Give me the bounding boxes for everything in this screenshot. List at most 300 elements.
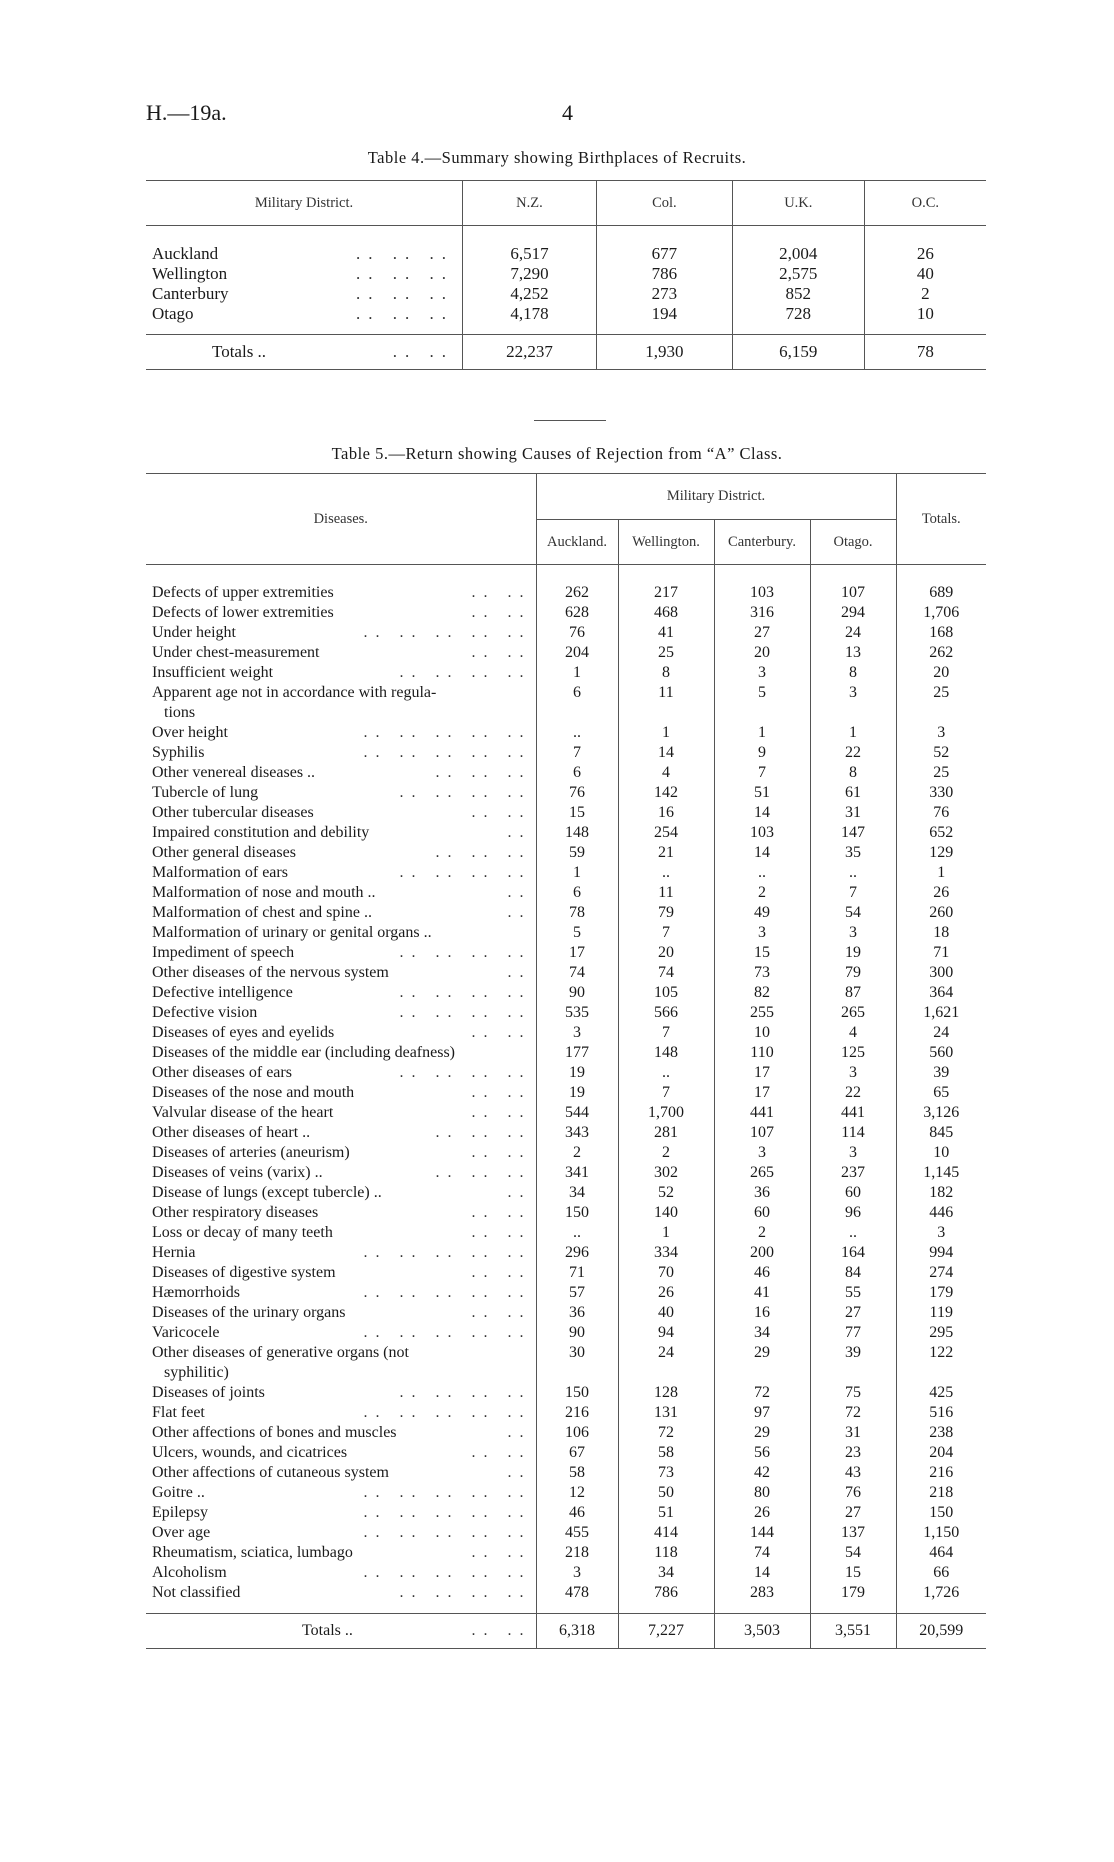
- table-cell: 26: [933, 884, 950, 901]
- table-cell: 786: [618, 1583, 714, 1603]
- table-cell: 728: [732, 304, 864, 324]
- table-cell: 41: [618, 623, 714, 643]
- table-row: [146, 1503, 986, 1523]
- table-cell: 10: [933, 1144, 950, 1161]
- leader-dots: .. .. .. .. ..: [363, 724, 532, 741]
- table-cell: 24: [618, 1343, 714, 1383]
- table-cell: 9: [714, 743, 810, 763]
- table-cell: 15: [714, 943, 810, 963]
- table-cell: 15: [810, 1563, 896, 1583]
- row-label: [146, 803, 536, 823]
- table-cell: 177: [536, 1043, 618, 1063]
- table-cell: 478: [536, 1583, 618, 1603]
- leader-dots: .. .. .. .. ..: [363, 1524, 532, 1541]
- disease-name: Other diseases of heart ..: [152, 1124, 311, 1141]
- table-cell: 76: [933, 804, 950, 821]
- table-cell: 137: [810, 1523, 896, 1543]
- disease-name: Impediment of speech: [152, 944, 295, 961]
- table-row: [146, 1283, 986, 1303]
- table-cell: 786: [596, 264, 732, 284]
- row-label: Wellington .. .. ..: [146, 264, 463, 284]
- leader-dots: .. ..: [471, 1024, 532, 1041]
- table-cell: 25: [933, 764, 950, 781]
- row-label: [146, 903, 536, 923]
- table-cell: 40: [916, 264, 934, 283]
- table-row: [146, 1083, 986, 1103]
- totals-cell: 3,551: [810, 1614, 896, 1649]
- table-cell: 24: [810, 623, 896, 643]
- table-cell: 7: [618, 923, 714, 943]
- table-cell: 107: [714, 1123, 810, 1143]
- table-cell: 60: [810, 1183, 896, 1203]
- disease-name: Over height: [152, 724, 228, 741]
- table-cell: 535: [536, 1003, 618, 1023]
- table-row: [146, 1103, 986, 1123]
- disease-name: Under height: [152, 624, 236, 641]
- row-label: [146, 1403, 536, 1423]
- table-cell: 27: [810, 1303, 896, 1323]
- table-cell: 73: [714, 963, 810, 983]
- disease-name: Hæmorrhoids: [152, 1284, 240, 1301]
- row-label: Auckland .. .. ..: [146, 244, 463, 264]
- table-cell: 8: [810, 663, 896, 683]
- table-row: [146, 1343, 986, 1383]
- section-divider: [534, 420, 606, 421]
- district-name: Canterbury: [152, 284, 229, 303]
- row-label: [146, 943, 536, 963]
- table-cell: 84: [810, 1263, 896, 1283]
- table-cell: 31: [810, 803, 896, 823]
- district-name: Wellington: [152, 264, 228, 283]
- disease-name: Other diseases of the nervous system: [152, 964, 389, 981]
- table-cell: 8: [618, 663, 714, 683]
- table-cell: 441: [810, 1103, 896, 1123]
- leader-dots: .. .. .. ..: [399, 864, 532, 881]
- disease-name: Over age: [152, 1524, 211, 1541]
- table-cell: 464: [929, 1544, 954, 1561]
- totals-cell: 6,318: [536, 1614, 618, 1649]
- table-cell: 179: [810, 1583, 896, 1603]
- table-cell: 73: [618, 1463, 714, 1483]
- table-row: [146, 1543, 986, 1563]
- leader-dots: .. ..: [471, 1622, 532, 1639]
- table-cell: 66: [933, 1564, 950, 1581]
- table-row: [146, 843, 986, 863]
- table-row: [146, 1323, 986, 1343]
- table-cell: 5: [714, 683, 810, 723]
- table-cell: 8: [810, 763, 896, 783]
- table-cell: 42: [714, 1463, 810, 1483]
- table-cell: 96: [810, 1203, 896, 1223]
- row-label: Otago .. .. ..: [146, 304, 463, 324]
- table-cell: 334: [618, 1243, 714, 1263]
- row-label: [146, 1343, 536, 1383]
- table-cell: 3: [810, 923, 896, 943]
- table-cell: 283: [714, 1583, 810, 1603]
- table-cell: 3: [536, 1563, 618, 1583]
- table-row: [146, 1123, 986, 1143]
- table-cell: 14: [714, 843, 810, 863]
- row-label: [146, 1543, 536, 1563]
- disease-name: Ulcers, wounds, and cicatrices: [152, 1444, 348, 1461]
- row-label: [146, 1523, 536, 1543]
- table-row: [146, 723, 986, 743]
- table-cell: 94: [618, 1323, 714, 1343]
- table-cell: 2,575: [732, 264, 864, 284]
- leader-dots: .. .. .. .. ..: [363, 1504, 532, 1521]
- leader-dots: .. .. ..: [435, 764, 532, 781]
- disease-name: Insufficient weight: [152, 664, 274, 681]
- row-label: [146, 1023, 536, 1043]
- table-cell: 65: [933, 1084, 950, 1101]
- table-cell: 1,700: [618, 1103, 714, 1123]
- table-cell: 1: [536, 663, 618, 683]
- table-cell: 11: [618, 683, 714, 723]
- table-cell: 1,706: [923, 604, 960, 621]
- table-cell: 7: [618, 1083, 714, 1103]
- table-row: [146, 284, 986, 304]
- table-cell: 255: [714, 1003, 810, 1023]
- disease-name: Diseases of arteries (aneurism): [152, 1144, 350, 1161]
- disease-name: Under chest-measurement: [152, 644, 320, 661]
- leader-dots: ..: [507, 1464, 532, 1481]
- totals-cell: 22,237: [463, 335, 597, 370]
- row-label: [146, 1063, 536, 1083]
- disease-name: Defective intelligence: [152, 984, 293, 1001]
- table5-body: [146, 565, 986, 1649]
- table-cell: 216: [536, 1403, 618, 1423]
- row-label: [146, 983, 536, 1003]
- table-cell: 3: [937, 724, 946, 741]
- table-row: [146, 603, 986, 623]
- table-row: [146, 1263, 986, 1283]
- disease-name: Malformation of urinary or genital organs ..: [152, 924, 432, 941]
- table-cell: 3: [536, 1023, 618, 1043]
- row-label: [146, 643, 536, 663]
- table-row: [146, 983, 986, 1003]
- leader-dots: .. .. .. .. ..: [363, 1244, 532, 1261]
- disease-name: Diseases of digestive system: [152, 1264, 336, 1281]
- table-cell: 441: [714, 1103, 810, 1123]
- leader-dots: .. .. .. ..: [399, 1064, 532, 1081]
- table-row: [146, 1563, 986, 1583]
- table-cell: 194: [596, 304, 732, 324]
- table-cell: 7,290: [463, 264, 597, 284]
- table-cell: 129: [929, 844, 954, 861]
- disease-name: Diseases of eyes and eyelids: [152, 1024, 335, 1041]
- table-cell: 845: [929, 1124, 954, 1141]
- table-cell: 39: [933, 1064, 950, 1081]
- table-cell: 3: [714, 923, 810, 943]
- table-cell: 61: [810, 783, 896, 803]
- disease-name: Varicocele: [152, 1324, 220, 1341]
- leader-dots: .. .. .. ..: [399, 984, 532, 1001]
- disease-name: Defects of lower extremities: [152, 604, 334, 621]
- row-label: [146, 1463, 536, 1483]
- row-label: [146, 923, 536, 943]
- table-cell: 150: [536, 1203, 618, 1223]
- leader-dots: .. ..: [471, 1144, 532, 1161]
- table-cell: 21: [618, 843, 714, 863]
- table-row: [146, 683, 986, 723]
- table-cell: 2: [536, 1143, 618, 1163]
- table-row: [146, 923, 986, 943]
- disease-name: Loss or decay of many teeth: [152, 1224, 333, 1241]
- table-cell: 43: [810, 1463, 896, 1483]
- table-cell: 35: [810, 843, 896, 863]
- table-cell: ..: [810, 863, 896, 883]
- table-row: [146, 863, 986, 883]
- table-cell: 49: [714, 903, 810, 923]
- leader-dots: .. ..: [471, 1304, 532, 1321]
- table-cell: 36: [536, 1303, 618, 1323]
- leader-dots: .. ..: [471, 1264, 532, 1281]
- table-cell: 36: [714, 1183, 810, 1203]
- row-label: [146, 863, 536, 883]
- table-cell: 316: [714, 603, 810, 623]
- table-row: [146, 304, 986, 324]
- table-cell: 516: [929, 1404, 954, 1421]
- table-cell: 17: [536, 943, 618, 963]
- leader-dots: .. .. .. ..: [399, 1584, 532, 1601]
- table-cell: 29: [714, 1343, 810, 1383]
- table-cell: 40: [618, 1303, 714, 1323]
- table-cell: 4,178: [463, 304, 597, 324]
- table-cell: 19: [536, 1083, 618, 1103]
- row-label: [146, 843, 536, 863]
- table-cell: 544: [536, 1103, 618, 1123]
- row-label: [146, 1483, 536, 1503]
- disease-name: Not classified: [152, 1584, 241, 1601]
- table-cell: 58: [536, 1463, 618, 1483]
- totals-row: [146, 1614, 986, 1649]
- table-cell: 20: [714, 643, 810, 663]
- table-cell: 56: [714, 1443, 810, 1463]
- table-cell: 218: [536, 1543, 618, 1563]
- table-cell: 218: [929, 1484, 954, 1501]
- table-cell: 26: [618, 1283, 714, 1303]
- table-cell: 114: [810, 1123, 896, 1143]
- table-cell: 147: [810, 823, 896, 843]
- leader-dots: ..: [507, 904, 532, 921]
- table-cell: 7: [714, 763, 810, 783]
- table-row: [146, 743, 986, 763]
- table-cell: 110: [714, 1043, 810, 1063]
- row-label: [146, 1423, 536, 1443]
- totals-label: Totals ..: [212, 342, 267, 361]
- table-cell: 341: [536, 1163, 618, 1183]
- table-cell: 1,150: [923, 1524, 960, 1541]
- table4: [146, 180, 986, 370]
- table-row: [146, 1023, 986, 1043]
- row-label: [146, 1563, 536, 1583]
- table-cell: 168: [929, 624, 954, 641]
- table5-col-otago: Otago.: [810, 519, 896, 565]
- leader-dots: .. .. .. .. ..: [363, 624, 532, 641]
- table-cell: 52: [618, 1183, 714, 1203]
- leader-dots: .. .. .. ..: [399, 1004, 532, 1021]
- table-cell: 566: [618, 1003, 714, 1023]
- table-cell: 23: [810, 1443, 896, 1463]
- table4-col-district: Military District.: [146, 181, 463, 226]
- table-cell: 204: [929, 1444, 954, 1461]
- table-cell: 26: [714, 1503, 810, 1523]
- leader-dots: .. .. ..: [435, 844, 532, 861]
- table-cell: 179: [929, 1284, 954, 1301]
- disease-name: Malformation of nose and mouth ..: [152, 884, 376, 901]
- table-cell: 71: [536, 1263, 618, 1283]
- table-cell: 16: [618, 803, 714, 823]
- table5-col-canterbury: Canterbury.: [714, 519, 810, 565]
- page-header: [0, 100, 1114, 130]
- row-label: [146, 1283, 536, 1303]
- table-cell: 455: [536, 1523, 618, 1543]
- table-cell: 54: [810, 903, 896, 923]
- table-cell: 1: [618, 723, 714, 743]
- row-label: [146, 1143, 536, 1163]
- totals-label: Totals ..: [302, 1622, 353, 1639]
- table-cell: 2: [714, 883, 810, 903]
- table4-body: [146, 226, 986, 370]
- table-cell: 52: [933, 744, 950, 761]
- table-cell: 72: [618, 1423, 714, 1443]
- table-cell: 994: [929, 1244, 954, 1261]
- leader-dots: .. .. ..: [435, 1164, 532, 1181]
- disease-name-continued: tions: [164, 704, 196, 721]
- table-cell: 107: [810, 583, 896, 603]
- table-row: [146, 1183, 986, 1203]
- table-cell: 302: [618, 1163, 714, 1183]
- table-cell: 60: [714, 1203, 810, 1223]
- table-cell: 150: [929, 1504, 954, 1521]
- leader-dots: .. ..: [471, 1444, 532, 1461]
- table-cell: 13: [810, 643, 896, 663]
- table-cell: 74: [618, 963, 714, 983]
- table-row: [146, 903, 986, 923]
- table-cell: 3: [937, 1224, 946, 1241]
- table-cell: 90: [536, 983, 618, 1003]
- table-cell: 260: [929, 904, 954, 921]
- table-cell: 204: [536, 643, 618, 663]
- table-row: [146, 783, 986, 803]
- disease-name: Flat feet: [152, 1404, 205, 1421]
- row-label: Canterbury .. .. ..: [146, 284, 463, 304]
- table-cell: 77: [810, 1323, 896, 1343]
- table-cell: 1: [714, 723, 810, 743]
- table-row: [146, 803, 986, 823]
- table-cell: 17: [714, 1083, 810, 1103]
- table-cell: 74: [714, 1543, 810, 1563]
- totals-cell: 3,503: [714, 1614, 810, 1649]
- table-cell: 1,145: [923, 1164, 960, 1181]
- table-cell: 4: [618, 763, 714, 783]
- district-name: Auckland: [152, 244, 219, 263]
- table5: [146, 473, 986, 1649]
- leader-dots: ..: [507, 1184, 532, 1201]
- disease-name: Diseases of the middle ear (including deafness): [152, 1044, 456, 1061]
- row-label: [146, 963, 536, 983]
- table-row: [146, 244, 986, 264]
- table-cell: 560: [929, 1044, 954, 1061]
- table-cell: 78: [536, 903, 618, 923]
- table-cell: 20: [933, 664, 950, 681]
- leader-dots: .. ..: [471, 584, 532, 601]
- leader-dots: .. .. .. .. ..: [363, 1564, 532, 1581]
- table-cell: 39: [810, 1343, 896, 1383]
- disease-name: Other affections of cutaneous system: [152, 1464, 389, 1481]
- disease-name-continued: syphilitic): [164, 1364, 229, 1381]
- table-cell: 131: [618, 1403, 714, 1423]
- table-cell: 265: [714, 1163, 810, 1183]
- table-cell: 296: [536, 1243, 618, 1263]
- table-row: [146, 1163, 986, 1183]
- leader-dots: .. ..: [471, 804, 532, 821]
- table-cell: 3: [810, 683, 896, 723]
- table-cell: 24: [933, 1024, 950, 1041]
- table-cell: 852: [732, 284, 864, 304]
- table-cell: 79: [810, 963, 896, 983]
- table-cell: 17: [714, 1063, 810, 1083]
- table-cell: 71: [933, 944, 950, 961]
- leader-dots: ..: [507, 884, 532, 901]
- leader-dots: .. .. .. ..: [399, 944, 532, 961]
- table-cell: 57: [536, 1283, 618, 1303]
- table-cell: 217: [618, 583, 714, 603]
- row-label: [146, 1003, 536, 1023]
- table-cell: 3,126: [923, 1104, 960, 1121]
- row-label: [146, 823, 536, 843]
- table-cell: 75: [810, 1383, 896, 1403]
- disease-name: Syphilis: [152, 744, 205, 761]
- table-cell: 446: [929, 1204, 954, 1221]
- page-number: 4: [562, 100, 573, 125]
- disease-name: Tubercle of lung: [152, 784, 259, 801]
- table4-caption: Table 4.—Summary showing Birthplaces of Recruits.: [367, 148, 747, 167]
- table-cell: 6,517: [463, 244, 597, 264]
- table-cell: 144: [714, 1523, 810, 1543]
- leader-dots: ..: [507, 824, 532, 841]
- table-row: [146, 963, 986, 983]
- table-cell: 19: [810, 943, 896, 963]
- table-cell: 140: [618, 1203, 714, 1223]
- table-cell: 164: [810, 1243, 896, 1263]
- table-cell: 14: [714, 803, 810, 823]
- table-cell: 4,252: [463, 284, 597, 304]
- table-cell: 1: [937, 864, 946, 881]
- table-cell: 54: [810, 1543, 896, 1563]
- table-cell: 128: [618, 1383, 714, 1403]
- table-cell: ..: [536, 1223, 618, 1243]
- row-label: [146, 603, 536, 623]
- table-cell: 25: [618, 643, 714, 663]
- row-label: [146, 1263, 536, 1283]
- row-label: [146, 583, 536, 603]
- table-cell: 628: [536, 603, 618, 623]
- disease-name: Other respiratory diseases: [152, 1204, 319, 1221]
- table-cell: ..: [810, 1223, 896, 1243]
- disease-name: Apparent age not in accordance with regula-: [152, 684, 437, 701]
- table-cell: 34: [714, 1323, 810, 1343]
- table-row: [146, 1583, 986, 1603]
- table-cell: 200: [714, 1243, 810, 1263]
- table-cell: 295: [929, 1324, 954, 1341]
- leader-dots: .. .. .. .. ..: [363, 1284, 532, 1301]
- document-reference: H.—19a.: [146, 100, 227, 125]
- table-cell: 3: [714, 663, 810, 683]
- totals-row: [146, 335, 986, 370]
- disease-name: Other general diseases: [152, 844, 296, 861]
- disease-name: Other diseases of generative organs (not: [152, 1344, 409, 1361]
